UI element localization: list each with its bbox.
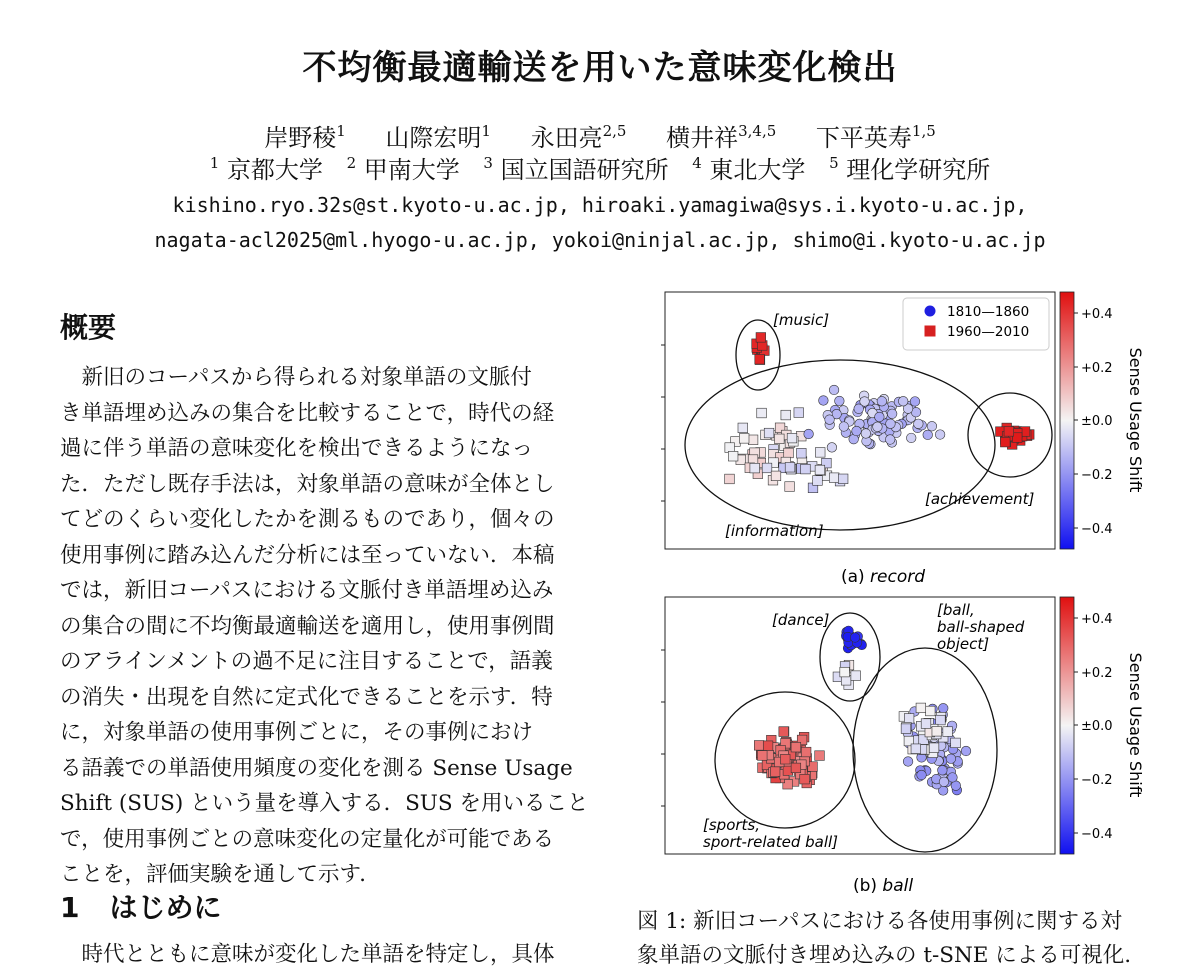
abstract-line: る語義での単語使用頻度の変化を測る Sense Usage — [60, 755, 573, 781]
affiliation: $^2$ 甲南大学 — [346, 154, 460, 184]
author: 岸野稜$^1$ — [264, 122, 346, 152]
affiliation: $^4$ 東北大学 — [692, 154, 806, 184]
point-new — [785, 482, 795, 492]
legend-marker-new — [925, 326, 936, 337]
point-old — [939, 777, 949, 787]
point-old — [887, 409, 897, 419]
subcaption-b: (b) ball — [852, 876, 914, 896]
cluster-label-music: [music] — [773, 311, 830, 329]
section-title: はじめに — [109, 891, 222, 924]
section-number: 1 — [60, 891, 80, 924]
point-old — [938, 765, 948, 775]
point-old — [961, 746, 971, 756]
y-ticks — [661, 345, 665, 501]
point-old — [898, 396, 908, 406]
y-ticks — [661, 650, 665, 806]
point-old — [910, 397, 920, 407]
point-new — [801, 747, 811, 757]
point-old — [804, 429, 814, 439]
colorbar-ticks — [1074, 612, 1113, 842]
colorbar-label: Sense Usage Shift — [1126, 652, 1145, 798]
point-new — [725, 443, 735, 453]
legend-label-old: 1810—1860 — [947, 304, 1030, 320]
colorbar-tick-label: +0.2 — [1081, 361, 1113, 376]
subcaption-a: (a) record — [840, 567, 926, 587]
point-new — [787, 433, 797, 443]
email-line: nagata-acl2025@ml.hyogo-u.ac.jp, yokoi@ninjal.ac.jp, shimo@i.kyoto-u.ac.jp — [154, 228, 1046, 252]
point-new — [771, 471, 781, 481]
point-new — [779, 727, 789, 737]
abstract-line: では，新旧コーパスにおける文脈付き単語埋め込み — [60, 578, 554, 603]
intro-line: 時代とともに意味が変化した単語を特定し，具体 — [60, 942, 555, 967]
point-old — [827, 443, 837, 453]
abstract-line: 使用事例に踏み込んだ分析には至っていない．本稿 — [60, 542, 555, 568]
point-old — [935, 430, 945, 440]
point-new — [943, 727, 953, 737]
cluster-label-ball: [ball, ball-shaped object] — [937, 601, 1025, 653]
author: 山際宏明$^1$ — [385, 122, 491, 152]
point-new — [829, 473, 839, 483]
point-new — [851, 671, 861, 681]
legend-marker-old — [925, 306, 936, 317]
caption-line: 象単語の文脈付き埋め込みの t-SNE による可視化. — [637, 943, 1132, 968]
point-new — [784, 448, 794, 458]
cluster-label-achievement: [achievement] — [925, 490, 1035, 508]
point-new — [813, 476, 823, 486]
point-new — [763, 741, 773, 751]
abstract-line: 新旧のコーパスから得られる対象単語の文脈付 — [60, 365, 532, 390]
point-old — [819, 396, 829, 406]
abstract-line: に，対象単語の使用事例ごとに，その事例におけ — [60, 720, 534, 745]
author: 横井祥$^{3,4,5}$ — [666, 122, 777, 152]
point-new — [916, 703, 926, 713]
point-old — [829, 385, 839, 395]
abstract-line: 過に伴う単語の意味変化を検出できるようになっ — [60, 436, 534, 461]
colorbar-ticks — [1074, 307, 1113, 537]
abstract-heading: 概要 — [60, 311, 117, 344]
point-new — [762, 463, 772, 473]
point-new — [797, 448, 807, 458]
point-new — [921, 719, 931, 729]
abstract-line: の消失・出現を自然に定式化できることを示す．特 — [60, 684, 553, 710]
colorbar-tick-label: +0.2 — [1081, 666, 1113, 681]
colorbar — [1060, 292, 1074, 549]
point-old — [861, 429, 871, 439]
point-new — [925, 706, 935, 716]
point-new — [800, 774, 810, 784]
point-old — [946, 754, 956, 764]
email-line: kishino.ryo.32s@st.kyoto-u.ac.jp, hiroaki.yamagiwa@sys.i.kyoto-u.ac.jp, — [172, 193, 1028, 217]
author: 永田亮$^{2,5}$ — [530, 122, 627, 152]
colorbar-tick-label: −0.2 — [1081, 773, 1113, 788]
point-old — [903, 757, 913, 767]
point-new — [1000, 437, 1010, 447]
colorbar-label: Sense Usage Shift — [1126, 347, 1145, 493]
cluster-label-dance: [dance] — [772, 611, 830, 629]
point-old — [850, 633, 860, 643]
colorbar-tick-label: −0.4 — [1081, 522, 1113, 537]
point-new — [781, 410, 791, 420]
paper-title: 不均衡最適輸送を用いた意味変化検出 — [302, 48, 898, 88]
point-new — [801, 464, 811, 474]
point-new — [951, 738, 961, 748]
point-new — [791, 763, 801, 773]
point-new — [815, 751, 825, 761]
author-list — [0, 118, 1200, 153]
point-new — [748, 435, 758, 445]
point-old — [917, 770, 927, 780]
point-new — [785, 462, 795, 472]
author: 下平英寿$^{1,5}$ — [815, 122, 936, 152]
point-old — [877, 396, 887, 406]
point-new — [750, 463, 760, 473]
point-old — [875, 412, 885, 422]
point-new — [757, 751, 767, 761]
point-new — [780, 754, 790, 764]
point-new — [764, 428, 774, 438]
abstract-line: Shift (SUS) という量を導入する．SUS を用いること — [60, 791, 589, 816]
point-old — [938, 703, 948, 713]
point-old — [839, 422, 849, 432]
cluster-label-sports: [sports, sport-related ball] — [703, 816, 839, 851]
point-new — [815, 448, 825, 458]
abstract-line: ことを，評価実験を通して示す． — [60, 862, 381, 887]
colorbar-tick-label: −0.4 — [1081, 827, 1113, 842]
abstract-line: の集合の間に不均衡最適輸送を適用し，使用事例間 — [60, 613, 555, 639]
abstract-line: で，使用事例ごとの意味変化の定量化が可能である — [60, 826, 555, 852]
colorbar-tick-label: +0.4 — [1081, 612, 1113, 627]
caption-line: 図 1: 新旧コーパスにおける各使用事例に関する対 — [637, 909, 1123, 934]
point-old — [914, 419, 924, 429]
figure-ball-scatter — [625, 585, 1200, 910]
point-new — [904, 714, 914, 724]
point-new — [794, 408, 804, 418]
point-new — [738, 423, 748, 433]
abstract-line: き単語埋め込みの集合を比較することで，時代の経 — [60, 400, 555, 426]
point-old — [923, 430, 933, 440]
point-new — [840, 667, 850, 677]
point-new — [1004, 427, 1014, 437]
colorbar-tick-label: ±0.0 — [1081, 719, 1113, 734]
legend — [903, 298, 1049, 350]
section-heading — [60, 886, 222, 926]
point-old — [835, 396, 845, 406]
affiliation: $^5$ 理化学研究所 — [829, 154, 991, 184]
point-old — [927, 421, 937, 431]
colorbar-tick-label: ±0.0 — [1081, 414, 1113, 429]
point-new — [770, 767, 780, 777]
point-new — [838, 474, 848, 484]
abstract-line: のアラインメントの過不足に注目することで，語義 — [60, 649, 553, 674]
point-new — [757, 408, 767, 418]
point-new — [728, 451, 738, 461]
point-new — [901, 724, 911, 734]
point-old — [854, 404, 864, 414]
point-old — [886, 419, 896, 429]
point-new — [932, 726, 942, 736]
point-old — [825, 415, 835, 425]
point-new — [929, 743, 939, 753]
abstract-body — [60, 360, 600, 893]
point-new — [755, 354, 765, 364]
point-new — [754, 741, 764, 751]
point-new — [756, 333, 766, 343]
abstract-line: た．ただし既存手法は，対象単語の意味が全体とし — [60, 471, 555, 497]
colorbar — [1060, 597, 1074, 854]
point-new — [791, 742, 801, 752]
affiliation: $^3$ 国立国語研究所 — [483, 154, 669, 184]
colorbar-tick-label: −0.2 — [1081, 468, 1113, 483]
point-new — [739, 434, 749, 444]
cluster-label-information: [information] — [725, 522, 824, 540]
point-old — [852, 426, 862, 436]
point-old — [948, 773, 958, 783]
point-new — [911, 744, 921, 754]
point-old — [906, 433, 916, 443]
point-new — [815, 465, 825, 475]
figure-record-scatter — [625, 280, 1200, 590]
legend-label-new: 1960—2010 — [947, 324, 1030, 340]
point-new — [936, 715, 946, 725]
point-new — [775, 434, 785, 444]
affiliation: $^1$ 京都大学 — [209, 154, 323, 184]
affiliation-list — [0, 150, 1200, 185]
point-new — [725, 474, 735, 484]
abstract-line: てどのくらい変化したかを測るものであり，個々の — [60, 507, 555, 532]
point-old — [885, 435, 895, 445]
colorbar-tick-label: +0.4 — [1081, 307, 1113, 322]
figure-caption — [637, 905, 1182, 973]
point-old — [873, 422, 883, 432]
